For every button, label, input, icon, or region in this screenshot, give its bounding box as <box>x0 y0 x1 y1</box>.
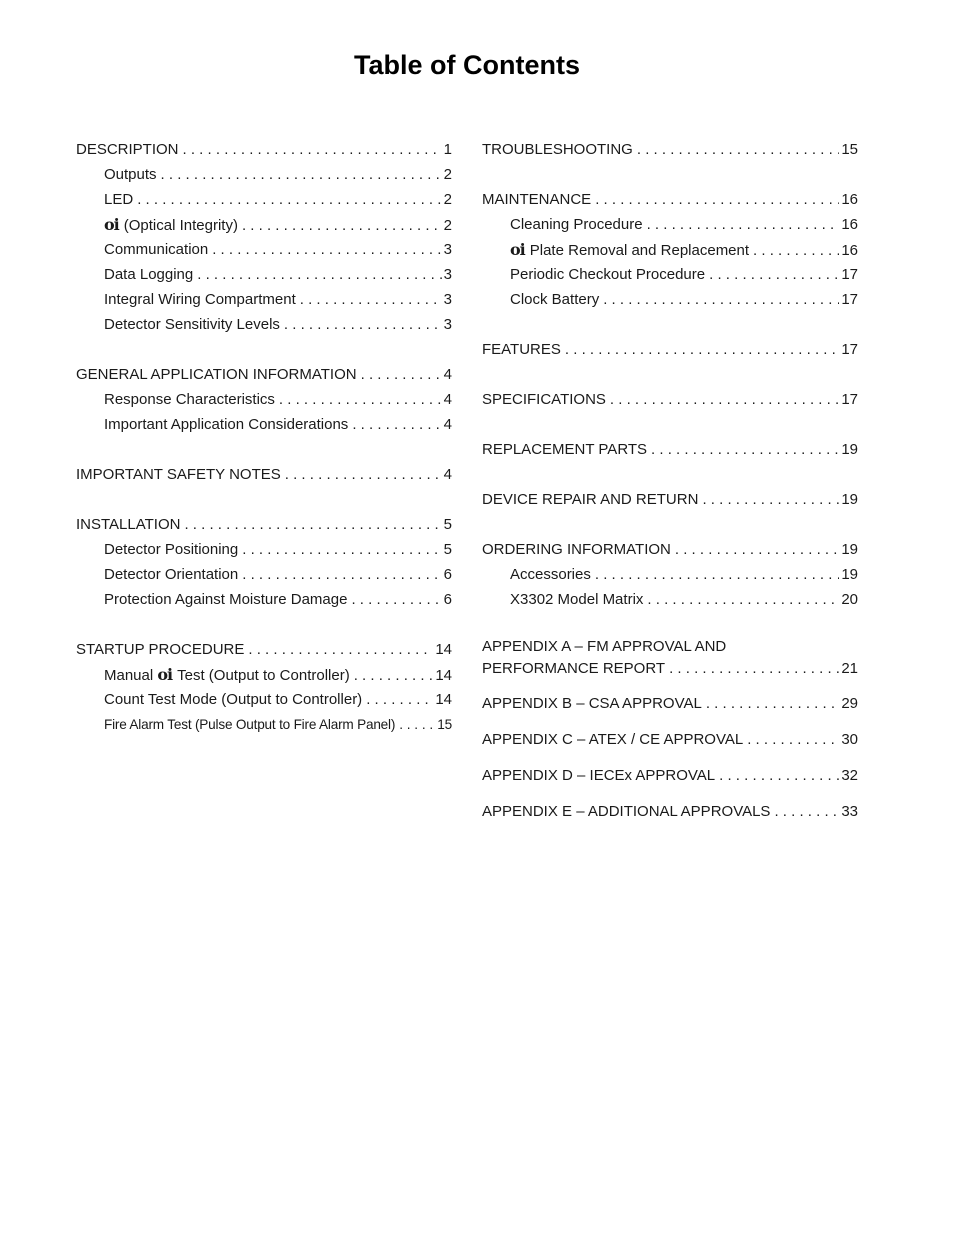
toc-page-number: 16 <box>841 242 858 259</box>
toc-label: Clock Battery <box>510 291 600 308</box>
toc-page-number: 15 <box>437 717 452 732</box>
dot-leader <box>212 237 441 262</box>
dot-leader <box>279 387 442 412</box>
toc-entry-fire-alarm-test[interactable] <box>76 712 452 737</box>
toc-label: Detector Sensitivity Levels <box>104 316 280 333</box>
dot-leader <box>399 712 435 737</box>
toc-label: Response Characteristics <box>104 391 275 408</box>
toc-label: Cleaning Procedure <box>510 216 643 233</box>
dot-leader <box>183 137 442 162</box>
toc-page-number: 3 <box>443 316 452 333</box>
dot-leader <box>709 262 839 287</box>
toc-label: X3302 Model Matrix <box>510 591 644 608</box>
toc-label: Protection Against Moisture Damage <box>104 591 348 608</box>
section-spacer <box>76 437 452 462</box>
toc-page-number: 2 <box>443 217 452 234</box>
toc-label: PERFORMANCE REPORT <box>482 660 666 677</box>
dot-leader <box>647 587 839 612</box>
dot-leader <box>242 213 442 237</box>
toc-page-number: 30 <box>841 731 858 748</box>
toc-page-number: 15 <box>841 141 858 158</box>
toc-label: Plate Removal and Replacement <box>529 242 750 259</box>
toc-entry-appendix-e[interactable] <box>482 799 858 824</box>
toc-page-number: 32 <box>841 767 858 784</box>
section-spacer <box>482 162 858 187</box>
section-spacer <box>482 752 858 763</box>
dot-leader <box>595 187 839 212</box>
toc-label: APPENDIX D – IECEx APPROVAL <box>482 767 716 784</box>
toc-label: Detector Orientation <box>104 566 239 583</box>
dot-leader <box>242 562 441 587</box>
toc-page-number: 5 <box>443 541 452 558</box>
toc-entry-moisture-protection[interactable] <box>76 587 452 612</box>
toc-entry-periodic-checkout[interactable] <box>482 262 858 287</box>
toc-entry-ordering[interactable] <box>482 537 858 562</box>
dot-leader <box>753 238 839 262</box>
page-title: Table of Contents <box>354 50 580 80</box>
section-spacer <box>482 716 858 727</box>
toc-entry-replacement-parts[interactable] <box>482 437 858 462</box>
dot-leader <box>354 663 434 687</box>
section-spacer <box>482 680 858 691</box>
toc-page-number: 14 <box>435 667 452 684</box>
dot-leader <box>285 462 442 487</box>
toc-page-number: 6 <box>443 566 452 583</box>
toc-entry-model-matrix[interactable] <box>482 587 858 612</box>
toc-label: SPECIFICATIONS <box>482 391 606 408</box>
toc-page-number: 19 <box>841 566 858 583</box>
toc-page-number: 3 <box>443 241 452 258</box>
toc-page-number: 4 <box>443 366 452 383</box>
dot-leader <box>603 287 839 312</box>
toc-page-number: 19 <box>841 541 858 558</box>
toc-page-number: 14 <box>435 691 452 708</box>
toc-page-number: 4 <box>443 391 452 408</box>
toc-page-number: 16 <box>841 216 858 233</box>
dot-leader <box>669 658 839 680</box>
toc-entry-plate-removal[interactable] <box>482 237 858 262</box>
toc-label: APPENDIX B – CSA APPROVAL <box>482 695 702 712</box>
toc-page-number: 19 <box>841 491 858 508</box>
dot-leader <box>675 537 839 562</box>
toc-label: TROUBLESHOOTING <box>482 141 633 158</box>
section-spacer <box>482 612 858 636</box>
toc-page-number: 33 <box>841 803 858 820</box>
toc-label: IMPORTANT SAFETY NOTES <box>76 466 281 483</box>
toc-label: ORDERING INFORMATION <box>482 541 671 558</box>
toc-entry-appendix-d[interactable] <box>482 763 858 788</box>
toc-page-number: 2 <box>443 166 452 183</box>
section-spacer <box>482 512 858 537</box>
toc-entry-detector-sensitivity[interactable] <box>76 312 452 337</box>
dot-leader <box>300 287 442 312</box>
section-spacer <box>76 487 452 512</box>
oi-logo-icon: oi <box>104 215 119 234</box>
toc-label: Outputs <box>104 166 157 183</box>
toc-page-number: 4 <box>443 466 452 483</box>
toc-label: Communication <box>104 241 209 258</box>
dot-leader <box>248 637 433 662</box>
toc-entry-communication[interactable] <box>76 237 452 262</box>
toc-page-number: 3 <box>443 266 452 283</box>
toc-label: Important Application Considerations <box>104 416 349 433</box>
dot-leader <box>137 187 441 212</box>
toc-page-number: 3 <box>443 291 452 308</box>
toc-label: Test (Output to Controller) <box>177 667 350 684</box>
toc-entry-appendix-b[interactable] <box>482 691 858 716</box>
dot-leader <box>647 212 840 237</box>
section-spacer <box>482 788 858 799</box>
toc-page-number: 2 <box>443 191 452 208</box>
toc-page-number: 21 <box>841 660 858 677</box>
section-spacer <box>482 312 858 337</box>
toc-entry-appendix-c[interactable] <box>482 727 858 752</box>
toc-label: INSTALLATION <box>76 516 181 533</box>
toc-label: GENERAL APPLICATION INFORMATION <box>76 366 357 383</box>
dot-leader <box>610 387 839 412</box>
toc-entry-general-application[interactable] <box>76 362 452 387</box>
toc-label: Fire Alarm Test (Pulse Output to Fire Alarm Panel) <box>104 717 396 732</box>
toc-entry-detector-positioning[interactable] <box>76 537 452 562</box>
section-spacer <box>482 462 858 487</box>
toc-label: FEATURES <box>482 341 561 358</box>
dot-leader <box>774 799 839 824</box>
toc-entry-appendix-a-line1[interactable]: APPENDIX A – FM APPROVAL AND <box>482 638 727 655</box>
toc-entry-outputs[interactable] <box>76 162 452 187</box>
toc-entry-optical-integrity[interactable] <box>76 212 452 237</box>
toc-entry-led[interactable] <box>76 187 452 212</box>
toc-label: APPENDIX E – ADDITIONAL APPROVALS <box>482 803 771 820</box>
toc-page-number: 29 <box>841 695 858 712</box>
toc-page-number: 14 <box>435 641 452 658</box>
toc-page-number: 17 <box>841 341 858 358</box>
section-spacer <box>482 412 858 437</box>
toc-entry-count-test[interactable] <box>76 687 452 712</box>
toc-entry-safety-notes[interactable] <box>76 462 452 487</box>
toc-entry-troubleshooting[interactable] <box>482 137 858 162</box>
toc-page-number: 4 <box>443 416 452 433</box>
dot-leader <box>366 687 433 712</box>
toc-entry-maintenance[interactable] <box>482 187 858 212</box>
dot-leader <box>747 727 839 752</box>
toc-entry-manual-oi-test[interactable] <box>76 662 452 687</box>
toc-entry-response-characteristics[interactable] <box>76 387 452 412</box>
toc-page-number: 6 <box>443 591 452 608</box>
toc-label: DESCRIPTION <box>76 141 179 158</box>
toc-label: Accessories <box>510 566 591 583</box>
dot-leader <box>184 512 441 537</box>
section-spacer <box>482 362 858 387</box>
toc-label: Detector Positioning <box>104 541 239 558</box>
toc-label: LED <box>104 191 134 208</box>
toc-entry-description[interactable] <box>76 137 452 162</box>
toc-entry-clock-battery[interactable] <box>482 287 858 312</box>
toc-right-column <box>482 137 858 824</box>
toc-entry-integral-wiring[interactable] <box>76 287 452 312</box>
toc-entry-data-logging[interactable] <box>76 262 452 287</box>
toc-entry-appendix-a[interactable] <box>482 658 858 680</box>
toc-entry-startup[interactable] <box>76 637 452 662</box>
dot-leader <box>719 763 839 788</box>
toc-entry-cleaning[interactable] <box>482 212 858 237</box>
toc-entry-accessories[interactable] <box>482 562 858 587</box>
toc-entry-installation[interactable] <box>76 512 452 537</box>
section-spacer <box>76 337 452 362</box>
dot-leader <box>595 562 839 587</box>
dot-leader <box>351 587 441 612</box>
dot-leader <box>565 337 839 362</box>
toc-entry-features[interactable] <box>482 337 858 362</box>
toc-label-prefix: Manual <box>104 667 154 684</box>
toc-page-number: 16 <box>841 191 858 208</box>
toc-page-number: 17 <box>841 391 858 408</box>
toc-label: DEVICE REPAIR AND RETURN <box>482 491 699 508</box>
toc-label: REPLACEMENT PARTS <box>482 441 648 458</box>
dot-leader <box>352 412 441 437</box>
dot-leader <box>284 312 442 337</box>
toc-left-column <box>76 137 452 737</box>
toc-label: Periodic Checkout Procedure <box>510 266 706 283</box>
toc-page-number: 19 <box>841 441 858 458</box>
section-spacer <box>76 612 452 637</box>
dot-leader <box>637 137 839 162</box>
toc-label: Data Logging <box>104 266 194 283</box>
toc-label: MAINTENANCE <box>482 191 592 208</box>
toc-entry-important-application[interactable] <box>76 412 452 437</box>
oi-logo-icon: oi <box>510 240 525 259</box>
dot-leader <box>197 262 441 287</box>
dot-leader <box>242 537 441 562</box>
toc-page-number: 17 <box>841 266 858 283</box>
toc-entry-device-repair[interactable] <box>482 487 858 512</box>
toc-label: (Optical Integrity) <box>123 217 238 234</box>
toc-entry-specifications[interactable] <box>482 387 858 412</box>
dot-leader <box>702 487 839 512</box>
dot-leader <box>651 437 839 462</box>
toc-label: STARTUP PROCEDURE <box>76 641 245 658</box>
toc-label: APPENDIX C – ATEX / CE APPROVAL <box>482 731 744 748</box>
dot-leader <box>706 691 839 716</box>
toc-entry-detector-orientation[interactable] <box>76 562 452 587</box>
toc-label: Integral Wiring Compartment <box>104 291 296 308</box>
toc-page-number: 5 <box>443 516 452 533</box>
dot-leader <box>161 162 442 187</box>
toc-page-number: 20 <box>841 591 858 608</box>
dot-leader <box>361 362 442 387</box>
toc-page-number: 1 <box>443 141 452 158</box>
toc-page-number: 17 <box>841 291 858 308</box>
oi-logo-icon: oi <box>157 665 173 684</box>
toc-label: Count Test Mode (Output to Controller) <box>104 691 363 708</box>
